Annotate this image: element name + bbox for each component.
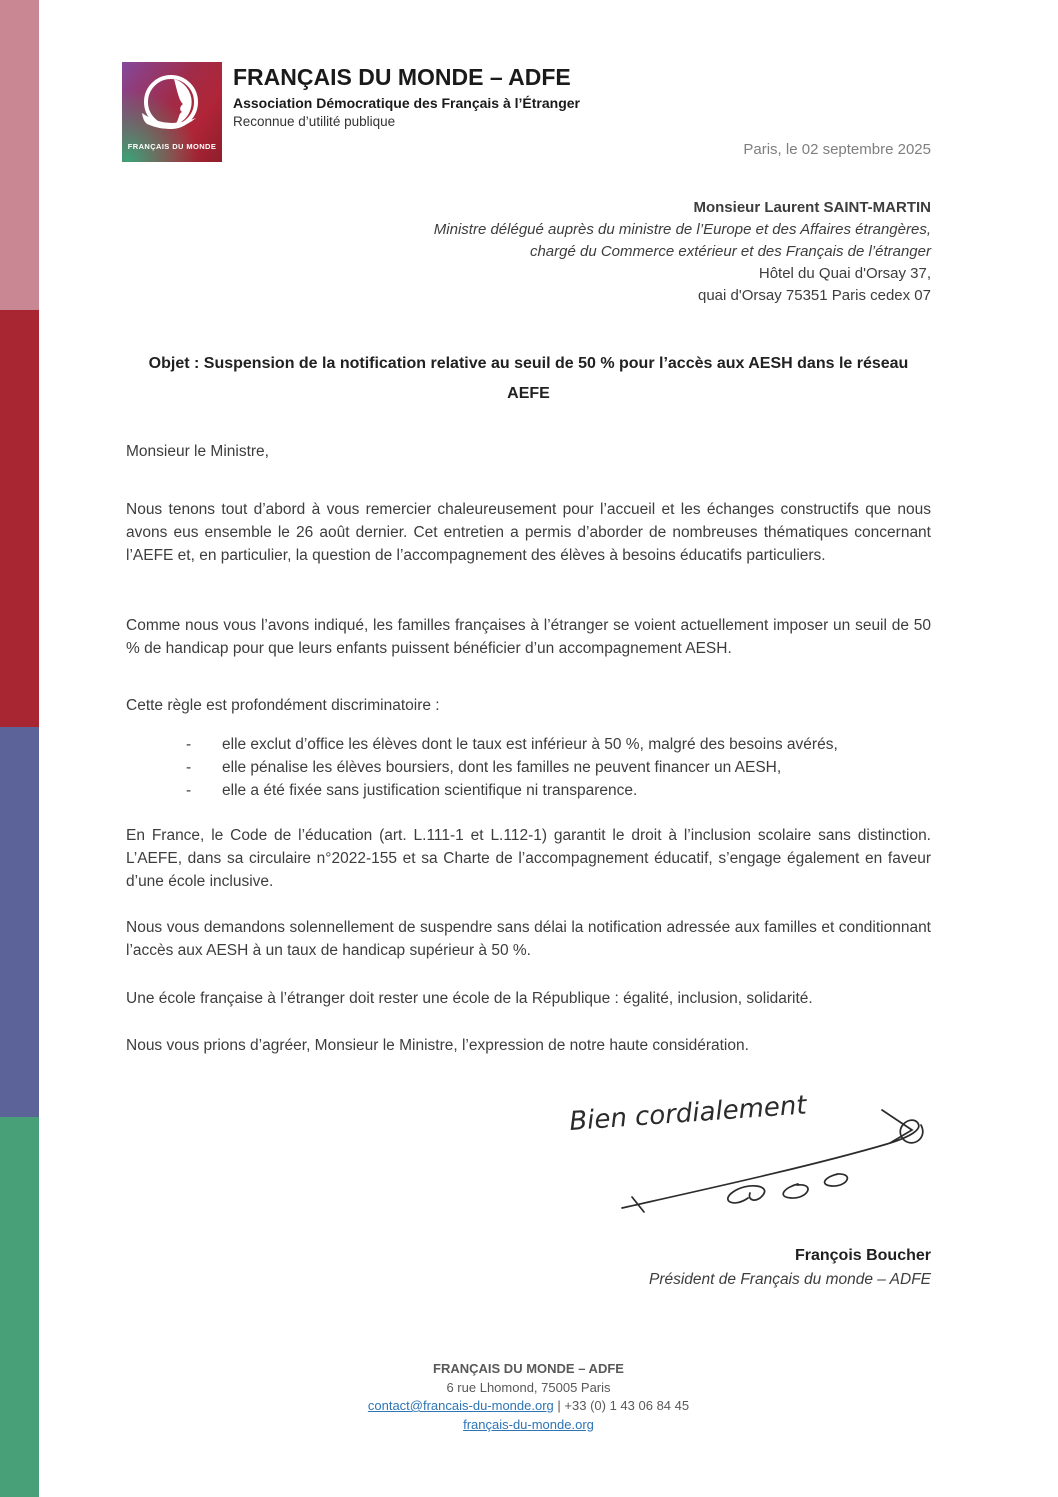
dash-bullet-icon: - (186, 736, 192, 753)
stripe-segment-red (0, 310, 39, 727)
recipient-address-line2: quai d'Orsay 75351 Paris cedex 07 (697, 287, 931, 304)
footer-website-link[interactable]: français-du-monde.org (463, 1416, 594, 1432)
logo-caption: FRANÇAIS DU MONDE (127, 142, 217, 151)
org-status: Reconnue d’utilité publique (233, 114, 396, 129)
date-line: Paris, le 02 septembre 2025 (743, 141, 931, 158)
org-logo (122, 62, 222, 162)
paragraph-legal: En France, le Code de l’éducation (art. L.111-1 et L.112-1) garantit le droit à l’inclusion scolaire sans distinction. L’AEFE, dans sa circulaire n°2022-155 et sa Charte de l’accompagnement éducatif, s’engage également en faveur d’une école inclusive. (126, 827, 931, 890)
footer-phone: +33 (0) 1 43 06 84 45 (564, 1398, 690, 1413)
footer-email-link[interactable]: contact@francais-du-monde.org (367, 1398, 554, 1413)
recipient-title-line1: Ministre délégué auprès du ministre de l’Europe et des Affaires étrangères, (433, 221, 931, 238)
recipient-title-line2: chargé du Commerce extérieur et des Français de l’étranger (529, 243, 931, 260)
bullet-list (126, 733, 931, 802)
recipient-address-line1: Hôtel du Quai d'Orsay 37, (758, 265, 931, 282)
bullet-text: elle pénalise les élèves boursiers, dont les familles ne peuvent financer un AESH, (222, 759, 782, 776)
dash-bullet-icon: - (186, 782, 192, 799)
bullet-text: elle exclut d’office les élèves dont le taux est inférieur à 50 %, malgré des besoins avérés, (222, 736, 838, 753)
signoff-block (649, 1244, 931, 1292)
signature-handwritten-text: Bien cordialement (568, 1090, 808, 1137)
paragraph-rule-intro: Cette règle est profondément discriminatoire : (126, 697, 440, 714)
stripe-segment-blue (0, 727, 39, 1117)
org-subtitle: Association Démocratique des Français à l’Étranger (233, 95, 581, 111)
paragraph-thanks: Nous tenons tout d’abord à vous remercier chaleureusement pour l’accueil et les échanges constructifs que nous avons eus ensemble le 26 août dernier. Cet entretien a permis d’aborder de nombreuses thématiques concernant l’AEFE et, en particulier, la question de l’accompagnement des élèves à besoins éducatifs particuliers. (126, 501, 931, 564)
paragraph-closing: Nous vous prions d’agréer, Monsieur le Ministre, l’expression de notre haute considération. (126, 1037, 749, 1054)
stripe-segment-pink (0, 0, 39, 310)
paragraph-republic: Une école française à l’étranger doit rester une école de la République : égalité, inclusion, solidarité. (126, 990, 813, 1007)
stripe-segment-green (0, 1117, 39, 1497)
handwritten-signature (552, 1088, 952, 1218)
footer-org: FRANÇAIS DU MONDE – ADFE (433, 1361, 624, 1376)
letterhead (233, 64, 580, 129)
dash-bullet-icon: - (186, 759, 192, 776)
subject-line-1: Objet : Suspension de la notification relative au seuil de 50 % pour l’accès aux AESH dans le réseau (148, 355, 909, 372)
subject-line (126, 349, 931, 409)
signer-name: François Boucher (794, 1247, 931, 1264)
salutation: Monsieur le Ministre, (126, 443, 269, 460)
footer-separator: | (557, 1398, 561, 1413)
letter-footer (126, 1360, 931, 1434)
paragraph-request: Nous vous demandons solennellement de suspendre sans délai la notification adressée aux familles et conditionnant l’accès aux AESH à un taux de handicap supérieur à 50 %. (126, 919, 931, 959)
signer-role: Président de Français du monde – ADFE (648, 1271, 931, 1288)
footer-address: 6 rue Lhomond, 75005 Paris (446, 1379, 611, 1395)
paragraph-threshold: Comme nous vous l’avons indiqué, les familles françaises à l’étranger se voient actuellement imposer un seuil de 50 % de handicap pour que leurs enfants puissent bénéficier d’un accompagnement AESH. (126, 617, 931, 657)
list-item (126, 733, 931, 756)
bullet-text: elle a été fixée sans justification scientifique ni transparence. (222, 782, 638, 799)
marianne-face-icon (122, 62, 222, 162)
left-color-stripe (0, 0, 39, 1497)
signature-scribble-icon (552, 1088, 952, 1218)
org-name: FRANÇAIS DU MONDE – ADFE (233, 64, 571, 90)
list-item (126, 779, 931, 802)
list-item (126, 756, 931, 779)
recipient-name: Monsieur Laurent SAINT-MARTIN (693, 199, 931, 216)
recipient-block (434, 197, 931, 307)
subject-line-2: AEFE (507, 385, 550, 402)
